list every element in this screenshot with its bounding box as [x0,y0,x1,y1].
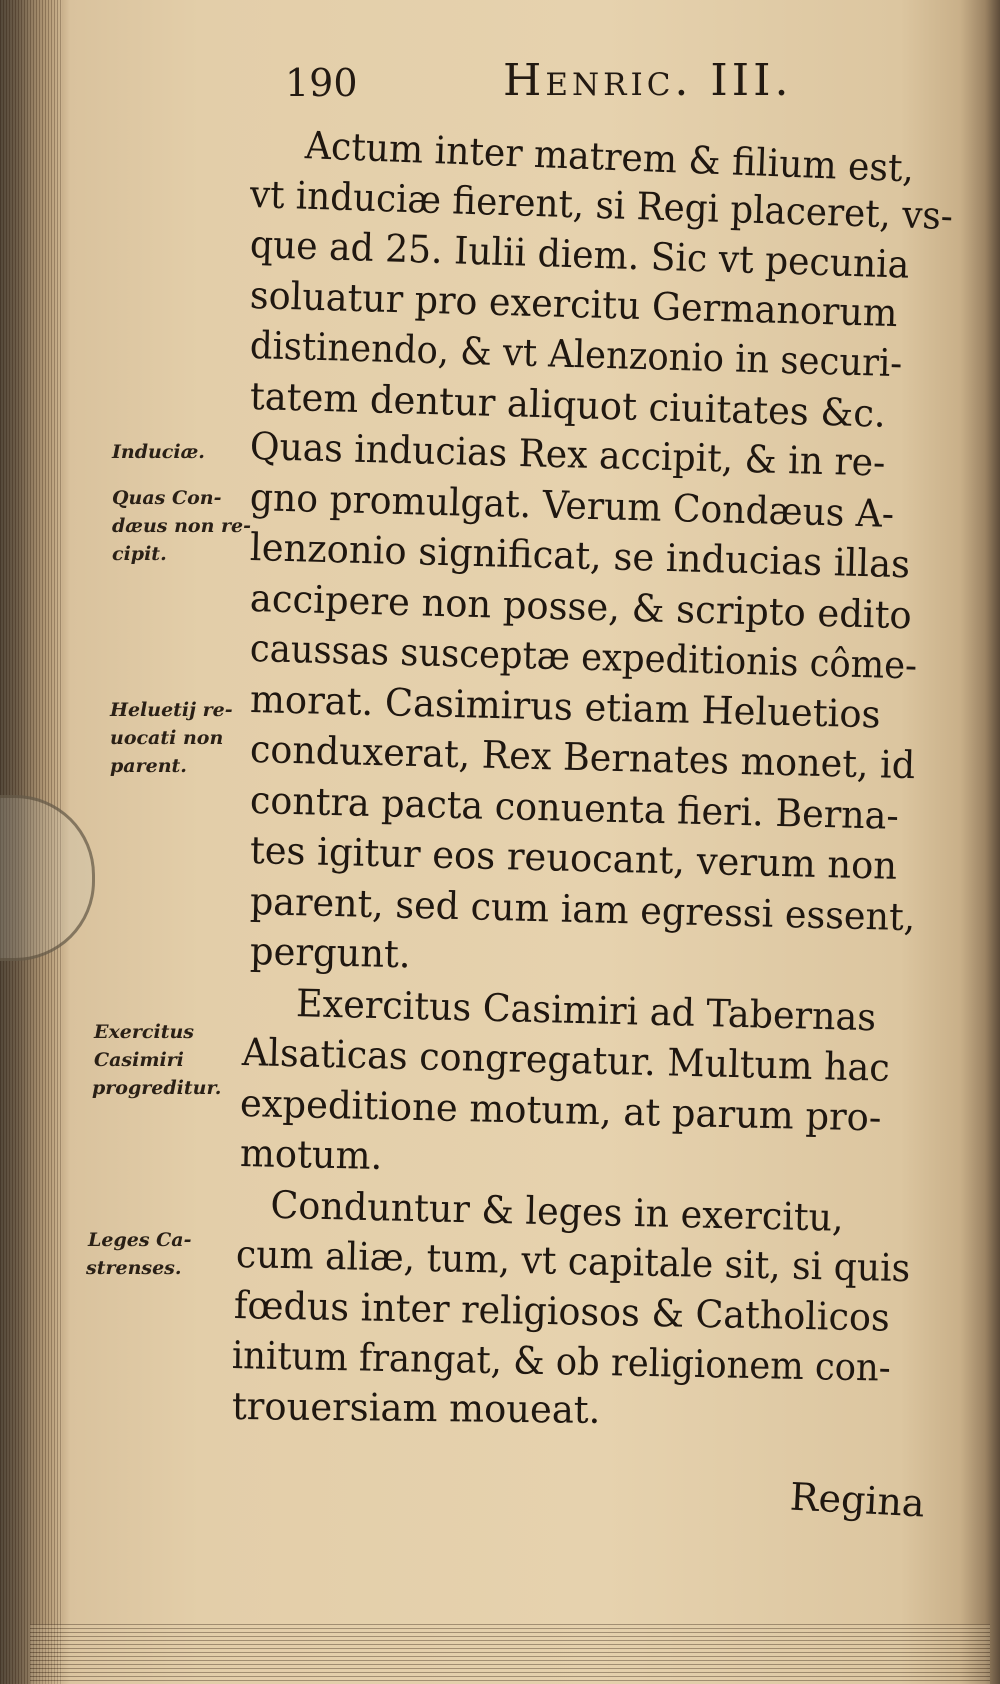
margin-note [86,1226,252,1282]
margin-note-line: parent. [110,755,187,777]
margin-note-line: progreditur. [92,1077,222,1099]
margin-note-line: dæus non re- [112,515,252,537]
body-line: que ad 25. Iulii diem. Sic vt pecunia [249,222,910,287]
page-header [285,55,845,115]
margin-note [92,1018,252,1102]
body-line: tatem dentur aliquot ciuitates &c. [249,373,887,436]
margin-note-line: strenses. [86,1257,182,1279]
body-line: cum aliæ, tum, vt capitale sit, si quis [235,1232,911,1291]
running-head: Henric. III. [503,55,793,106]
body-line: morat. Casimirus etiam Heluetios [249,676,882,736]
body-line: conduxerat, Rex Bernates monet, id [249,727,916,788]
margin-note-line: Casimiri [94,1049,184,1071]
body-line: lenzonio significat, se inducias illas [249,525,911,587]
body-line: accipere non posse, & scripto edito [249,575,913,637]
margin-note-line: Induciæ. [112,441,205,463]
page-clip [0,795,95,961]
body-text [231,118,954,1432]
margin-note [92,438,252,466]
margin-note [92,484,252,568]
body-line: soluatur pro exercitu Germanorum [249,272,899,335]
body-line: Quas inducias Rex accipit, & in re- [249,424,886,485]
body-line: Exercitus Casimiri ad Tabernas [295,980,877,1039]
margin-note-line: Heluetij re- [110,699,233,721]
body-line: contra pacta conuenta fieri. Berna- [249,777,900,838]
body-line: Conduntur & leges in exercitu, [270,1182,845,1240]
margin-note-line: Exercitus [94,1021,194,1043]
body-line: distinendo, & vt Alenzonio in securi- [249,323,903,386]
catchword: Regina [788,1474,926,1526]
margin-note-line: uocati non [110,727,224,749]
body-line: gno promulgat. Verum Condæus A- [249,474,895,536]
body-line: caussas susceptæ expeditionis côme- [249,626,918,688]
page-number: 190 [285,61,358,105]
body-line: Actum inter matrem & filium est, [304,123,915,191]
body-line: Alsaticas congregatur. Multum hac [241,1030,891,1090]
body-line: vt induciæ fierent, si Regi placeret, vs- [249,171,954,238]
bottom-page-edges [30,1624,990,1684]
margin-note-line: Quas Con- [112,487,222,509]
body-line: initum frangat, & ob religionem con- [231,1333,892,1390]
body-line: trouersiam moueat. [231,1383,601,1432]
body-line: parent, sed cum iam egressi essent, [249,878,916,939]
body-line: fœdus inter religiosos & Catholicos [233,1282,891,1340]
body-line: pergunt. [249,929,412,977]
body-line: tes igitur eos reuocant, verum non [249,828,898,888]
margin-note-line: cipit. [112,543,167,565]
margin-note [92,696,252,780]
body-line: expeditione motum, at parum pro- [239,1080,882,1140]
body-line: motum. [239,1131,383,1178]
margin-note-line: Leges Ca- [88,1229,192,1251]
